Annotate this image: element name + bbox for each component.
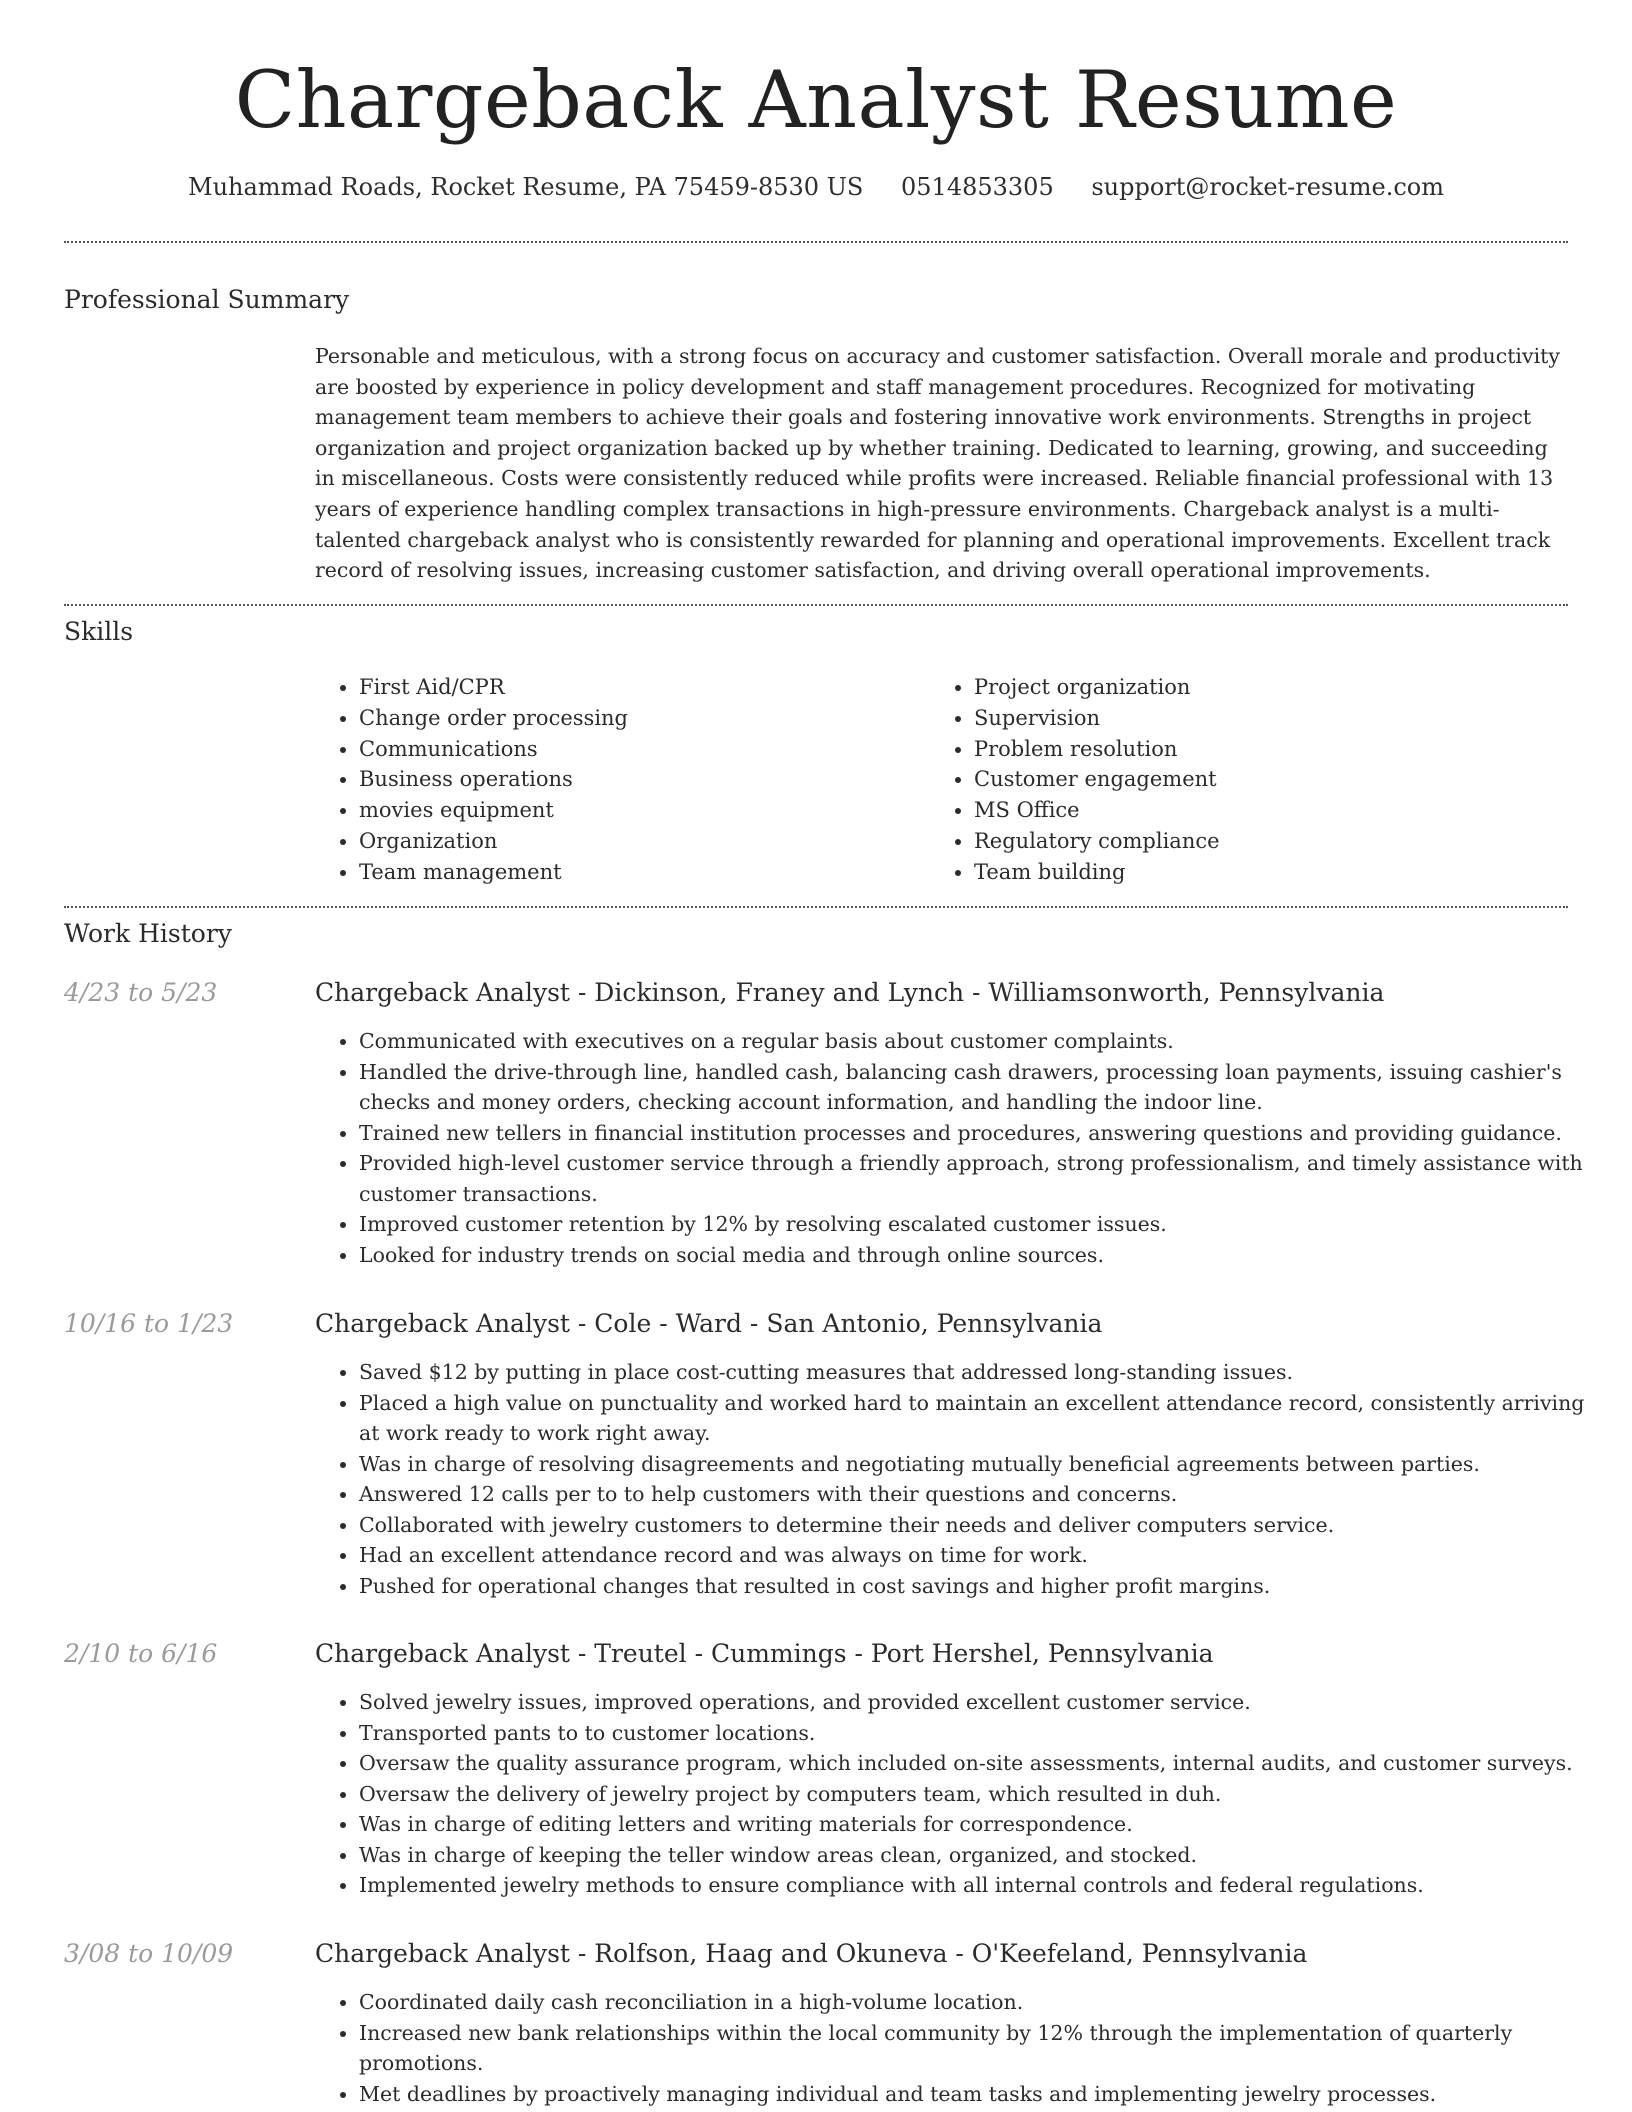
summary-text: Personable and meticulous, with a strong focus on accuracy and customer satisfaction. Overall morale and productivity are boosted by experience in policy development and staff management procedures. Recognized for motivating management team members to achieve their goals and fostering innovative work environments. Strengths in project organization and project organization backed up by whether training. Dedicated to learning, growing, and succeeding in miscellaneous. Costs were consistently reduced while profits were increased. Reliable financial professional with 13 years of experience handling complex transactions in high-pressure environments. Chargeback analyst is a multi-talented chargeback analyst who is consistently rewarded for planning and operational improvements. Excellent track record of resolving issues, increasing customer satisfaction, and driving overall operational improvements.: [315, 344, 1560, 583]
skill-item: • Regulatory compliance: [974, 826, 1220, 857]
job-dates: 4/23 to 5/23: [64, 978, 218, 1007]
list-item: • Placed a high value on punctuality and worked hard to maintain an excellent attendance record, consistently arriving at work ready to work right away.: [359, 1388, 1611, 1449]
skill-item: • movies equipment: [359, 795, 628, 826]
list-item: • Saved $12 by putting in place cost-cutting measures that addressed long-standing issues.: [359, 1357, 1611, 1388]
job-dates: 2/10 to 6/16: [64, 1639, 218, 1668]
list-item: • Handled the drive-through line, handled cash, balancing cash drawers, processing loan payments, issuing cashier's checks and money orders, checking account information, and handling the indoor line.: [359, 1057, 1611, 1118]
contact-phone: 0514853305: [901, 173, 1054, 201]
list-item: • Coordinated daily cash reconciliation in a high-volume location.: [359, 1987, 1611, 2018]
divider: [64, 604, 1568, 606]
list-item: • Solved jewelry issues, improved operations, and provided excellent customer service.: [359, 1687, 1611, 1718]
section-title-work-history: Work History: [64, 919, 232, 948]
skill-item: • Change order processing: [359, 703, 628, 734]
skill-item: • Supervision: [974, 703, 1220, 734]
list-item: • Oversaw the quality assurance program, which included on-site assessments, internal audits, and customer surveys.: [359, 1748, 1611, 1779]
list-item: • Pushed for operational changes that resulted in cost savings and higher profit margins.: [359, 1571, 1611, 1602]
job-bullets: [315, 1357, 1611, 1601]
job-bullets: [315, 1026, 1611, 1270]
skill-item: • First Aid/CPR: [359, 672, 628, 703]
section-title-summary: Professional Summary: [64, 285, 350, 314]
contact-email: support@rocket-resume.com: [1091, 173, 1444, 201]
job-title: Chargeback Analyst - Dickinson, Franey and Lynch - Williamsonworth, Pennsylvania: [315, 978, 1385, 1007]
list-item: • Provided high-level customer service through a friendly approach, strong professionalism, and timely assistance with customer transactions.: [359, 1148, 1611, 1209]
list-item: • Increased new bank relationships within the local community by 12% through the implementation of quarterly promotions.: [359, 2018, 1611, 2079]
list-item: • Had an excellent attendance record and was always on time for work.: [359, 1540, 1611, 1571]
list-item: • Improved customer retention by 12% by resolving escalated customer issues.: [359, 1209, 1611, 1240]
list-item: • Collaborated with jewelry customers to determine their needs and deliver computers service.: [359, 1510, 1611, 1541]
job-title: Chargeback Analyst - Treutel - Cummings - Port Hershel, Pennsylvania: [315, 1639, 1214, 1668]
skill-item: • Problem resolution: [974, 734, 1220, 765]
list-item: • Was in charge of editing letters and writing materials for correspondence.: [359, 1809, 1611, 1840]
job-title: Chargeback Analyst - Cole - Ward - San Antonio, Pennsylvania: [315, 1309, 1103, 1338]
skill-item: • Team building: [974, 857, 1220, 888]
skill-item: • Business operations: [359, 764, 628, 795]
divider: [64, 241, 1568, 243]
list-item: • Met deadlines by proactively managing individual and team tasks and implementing jewelry processes.: [359, 2079, 1611, 2110]
skill-item: • Team management: [359, 857, 628, 888]
job-bullets: [315, 1687, 1611, 1901]
skills-list-left: [315, 672, 628, 888]
list-item: • Answered 12 calls per to to help customers with their questions and concerns.: [359, 1479, 1611, 1510]
list-item: • Transported pants to to customer locations.: [359, 1718, 1611, 1749]
divider: [64, 906, 1568, 908]
resume-title: Chargeback Analyst Resume: [234, 54, 1398, 146]
skill-item: • MS Office: [974, 795, 1220, 826]
list-item: • Implemented jewelry methods to ensure compliance with all internal controls and federal regulations.: [359, 1870, 1611, 1901]
list-item: • Communicated with executives on a regular basis about customer complaints.: [359, 1026, 1611, 1057]
skill-item: • Communications: [359, 734, 628, 765]
job-dates: 10/16 to 1/23: [64, 1309, 234, 1338]
list-item: • Looked for industry trends on social media and through online sources.: [359, 1240, 1611, 1271]
skill-item: • Project organization: [974, 672, 1220, 703]
section-title-skills: Skills: [64, 617, 134, 646]
list-item: • Oversaw the delivery of jewelry project by computers team, which resulted in duh.: [359, 1779, 1611, 1810]
list-item: • Was in charge of resolving disagreements and negotiating mutually beneficial agreements between parties.: [359, 1449, 1611, 1480]
contact-line: [0, 170, 1632, 204]
list-item: • Was in charge of keeping the teller window areas clean, organized, and stocked.: [359, 1840, 1611, 1871]
job-dates: 3/08 to 10/09: [64, 1939, 234, 1968]
skill-item: • Organization: [359, 826, 628, 857]
skill-item: • Customer engagement: [974, 764, 1220, 795]
job-title: Chargeback Analyst - Rolfson, Haag and Okuneva - O'Keefeland, Pennsylvania: [315, 1939, 1308, 1968]
job-bullets: [315, 1987, 1611, 2109]
list-item: • Trained new tellers in financial institution processes and procedures, answering questions and providing guidance.: [359, 1118, 1611, 1149]
skills-list-right: [930, 672, 1220, 888]
contact-address: Muhammad Roads, Rocket Resume, PA 75459-8530 US: [188, 173, 864, 201]
